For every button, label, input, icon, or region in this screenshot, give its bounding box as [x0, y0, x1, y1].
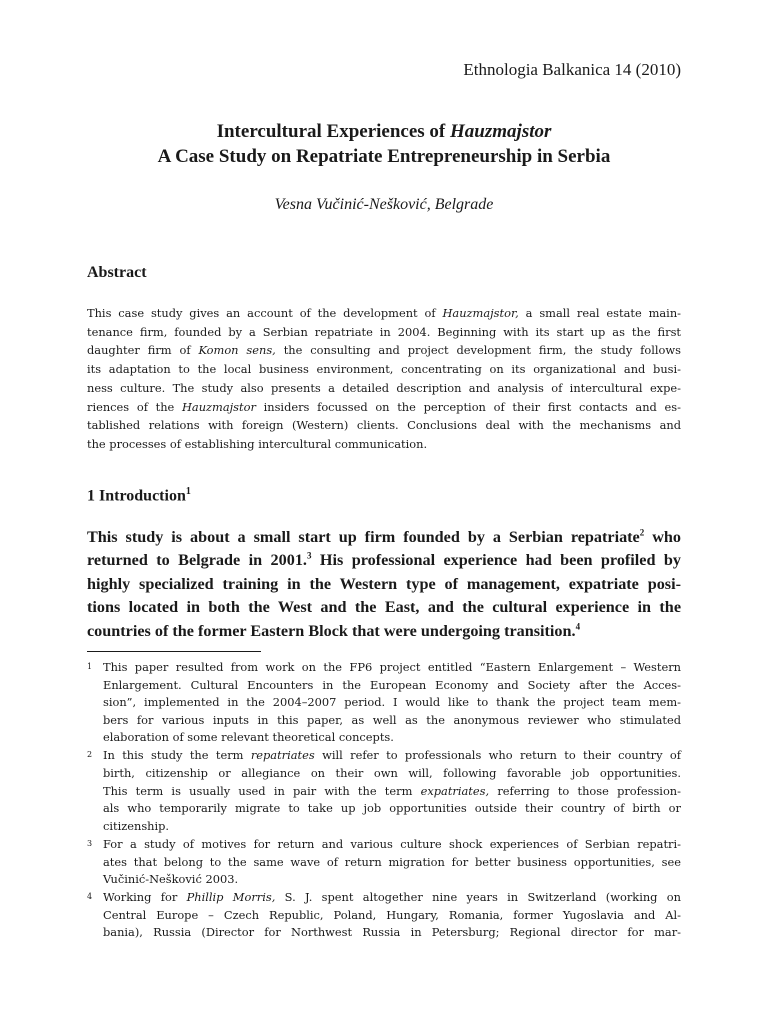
footnote-ref[interactable]: 1 [185, 486, 191, 497]
title-line-1 [0, 119, 768, 144]
intro-heading: 1 Introduction$^1$ [87, 486, 191, 505]
footnote-line: als who temporarily migrate to take up job opportunities outside their country of birth or [103, 801, 681, 816]
intro-text [87, 526, 681, 643]
title-prefix: Intercultural Experiences of [216, 121, 451, 142]
footnote-4 [87, 889, 681, 942]
footnote-number: 3 [87, 838, 93, 848]
footnote-ref[interactable]: 2 [639, 527, 645, 538]
intro-line: countries of the former Eastern Block that were undergoing transition.$^4$ [87, 621, 581, 640]
footnote-line: sion”, implemented in the 2004–2007 period. I would like to thank the project team mem- [103, 695, 681, 710]
footnote-line: For a study of motives for return and various culture shock experiences of Serbian repatri- [103, 836, 681, 851]
abstract-line: daughter firm of Komon sens, the consulting and project development firm, the study follows [87, 343, 681, 358]
abstract-line: tenance firm, founded by a Serbian repatriate in 2004. Beginning with its start up as the first [87, 324, 681, 339]
footnote-line: birth, citizenship or allegiance on their own will, following favorable job opportunities. [103, 766, 681, 781]
abstract-line: tablished relations with foreign (Western) clients. Conclusions deal with the mechanisms and [87, 418, 681, 433]
footnote-line: This term is usually used in pair with the term expatriates, referring to those profession- [103, 783, 681, 798]
footnote-line: Enlargement. Cultural Encounters in the European Economy and Society after the Acces- [103, 677, 681, 692]
footnote-ref[interactable]: 3 [306, 551, 312, 562]
footnote-line: Working for Phillip Morris, S. J. spent altogether nine years in Switzerland (working on [103, 890, 682, 905]
abstract-text [87, 304, 681, 454]
intro-line: returned to Belgrade in 2001.$^3$ His professional experience had been profiled by [87, 551, 682, 570]
abstract-line: riences of the Hauzmajstor insiders focussed on the perception of their first contacts and es- [87, 399, 681, 414]
footnote-line: Central Europe – Czech Republic, Poland, Hungary, Romania, former Yugoslavia and Al- [103, 907, 681, 922]
footnote-line: Vučinić-Nešković 2003. [103, 872, 239, 887]
footnote-1 [87, 659, 681, 747]
footnote-line: ates that belong to the same wave of return migration for better business opportunities, see [103, 854, 681, 869]
intro-line: This study is about a small start up firm founded by a Serbian repatriate$^2$ who [87, 527, 681, 546]
footnote-line: elaboration of some relevant theoretical concepts. [103, 730, 394, 745]
title-italic: Hauzmajstor [450, 121, 552, 142]
footnotes [87, 659, 681, 943]
footnote-number: 1 [87, 662, 93, 671]
footnote-divider [87, 651, 261, 652]
footnote-line: In this study the term repatriates will refer to professionals who return to their country of [103, 748, 681, 763]
footnote-number: 2 [87, 750, 93, 760]
article-title [0, 119, 768, 169]
abstract-line: its adaptation to the local business environment, concentrating on its organizational and busi- [87, 362, 681, 377]
footnote-number: 4 [87, 892, 93, 902]
footnote-ref[interactable]: 4 [575, 621, 581, 632]
footnote-2 [87, 747, 681, 835]
intro-line: tions located in both the West and the East, and the cultural experience in the [87, 598, 681, 617]
footnote-line: This paper resulted from work on the FP6 project entitled “Eastern Enlargement – Western [103, 660, 681, 674]
title-line-2: A Case Study on Repatriate Entrepreneurship in Serbia [157, 146, 611, 167]
author-line: Vesna Vučinić-Nešković, Belgrade [274, 196, 494, 213]
abstract-line: the processes of establishing intercultural communication. [87, 436, 428, 451]
footnote-line: bers for various inputs in this paper, as well as the anonymous reviewer who stimulated [103, 712, 681, 727]
footnote-line: citizenship. [103, 818, 170, 833]
footnote-line: bania), Russia (Director for Northwest Russia in Petersburg; Regional director for mar- [103, 925, 681, 940]
abstract-line: This case study gives an account of the development of Hauzmajstor, a small real estate main- [87, 306, 681, 320]
abstract-line: ness culture. The study also presents a detailed description and analysis of intercultural expe- [87, 380, 681, 395]
abstract-heading: Abstract [87, 264, 147, 281]
journal-header: Ethnologia Balkanica 14 (2010) [463, 60, 681, 79]
intro-line: highly specialized training in the Western type of management, expatriate posi- [87, 574, 681, 593]
footnote-3 [87, 836, 681, 889]
